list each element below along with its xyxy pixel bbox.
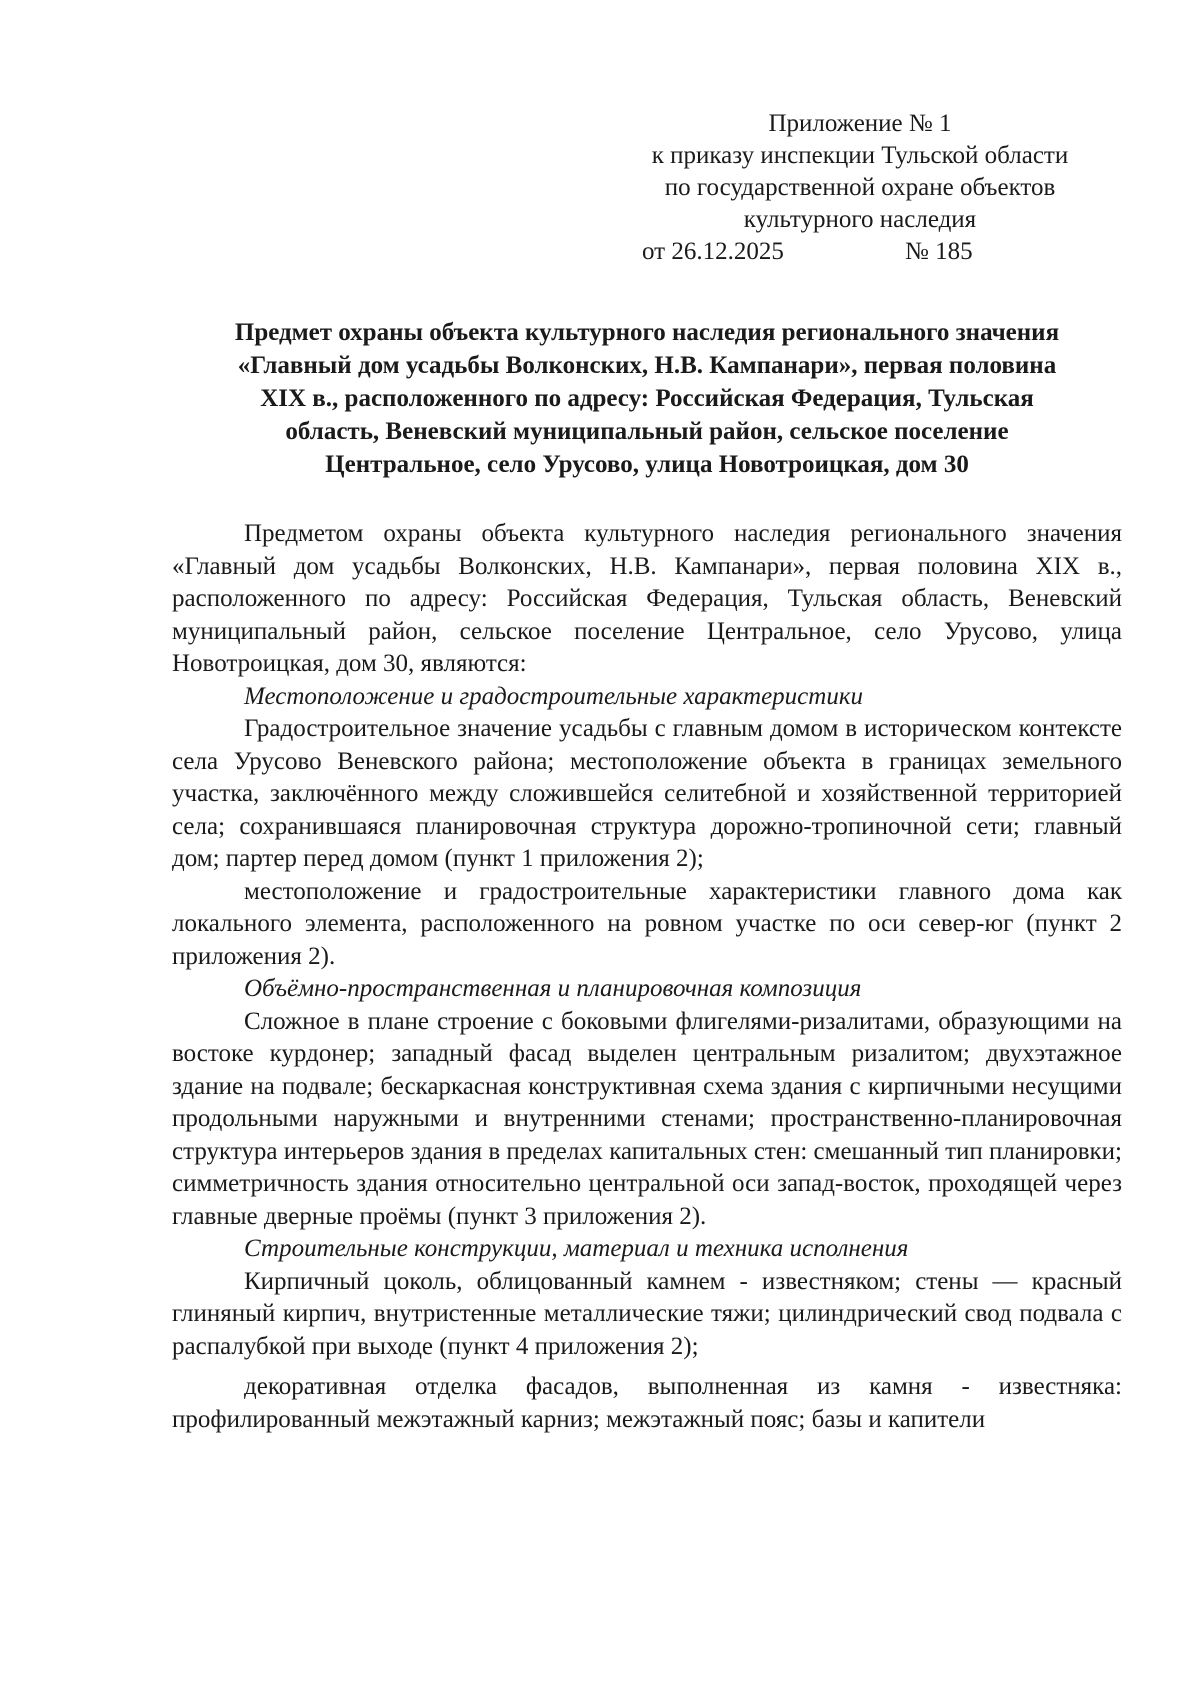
- title-line-4: область, Веневский муниципальный район, сельское поселение: [285, 418, 1009, 445]
- intro-paragraph: Предметом охраны объекта культурного наследия регионального значения «Главный дом усадьбы Волконских, Н.В. Кампанари», первая половина XIX в., расположенного по адресу: Российская Федерация, Тульская область, Веневский муниципальный район, сельское поселение Центральное, село Урусово, улица Новотроицкая, дом 30, являются:: [172, 520, 1122, 677]
- location-paragraph-1: Градостроительное значение усадьбы с главным домом в историческом контексте села Урусово Веневского района; местоположение объекта в границах земельного участка, заключённого между сложившейся селитебной и хозяйственной территорией села; сохранившаяся планировочная структура дорожно-тропиночной сети; главный дом; партер перед домом (пункт 1 приложения 2);: [172, 715, 1122, 872]
- document-title: [168, 316, 1126, 481]
- section-heading-location: Местоположение и градостроительные характеристики: [244, 682, 864, 710]
- title-line-5: Центральное, село Урусово, улица Новотроицкая, дом 30: [325, 451, 969, 478]
- title-line-1: Предмет охраны объекта культурного наследия регионального значения: [234, 319, 1060, 346]
- title-line-3: XIX в., расположенного по адресу: Российская Федерация, Тульская: [260, 385, 1034, 412]
- order-number: № 185: [905, 238, 973, 265]
- section-heading-composition: Объёмно-пространственная и планировочная композиция: [244, 975, 862, 1002]
- appendix-number: Приложение № 1: [768, 110, 952, 137]
- composition-paragraph-1: Сложное в плане строение с боковыми флигелями-ризалитами, образующими на востоке курдонер; западный фасад выделен центральным ризалитом; двухэтажное здание на подвале; бескаркасная конструктивная схема здания с кирпичными несущими продольными наружными и внутренними стенами; пространственно-планировочная структура интерьеров здания в пределах капитальных стен: смешанный тип планировки; симметричность здания относительно центральной оси запад-восток, проходящей через главные дверные проёмы (пункт 3 приложения 2).: [172, 1007, 1122, 1230]
- order-reference-line-2: по государственной охране объектов: [664, 174, 1056, 201]
- order-date-number-line: [600, 236, 1120, 268]
- section-heading-construction: Строительные конструкции, материал и техника исполнения: [244, 1235, 909, 1262]
- title-line-2: «Главный дом усадьбы Волконских, Н.В. Кампанари», первая половина: [237, 352, 1057, 379]
- document-body: [172, 518, 1122, 1436]
- construction-paragraph-1: Кирпичный цоколь, облицованный камнем - известняком; стены — красный глиняный кирпич, внутристенные металлические тяжи; цилиндрический свод подвала с распалубкой при выходе (пункт 4 приложения 2);: [172, 1267, 1122, 1360]
- appendix-header: [600, 108, 1120, 268]
- construction-paragraph-2: декоративная отделка фасадов, выполненная из камня - известняка: профилированный межэтажный карниз; межэтажный пояс; базы и капители: [172, 1373, 1122, 1433]
- order-reference-line-1: к приказу инспекции Тульской области: [651, 142, 1069, 169]
- order-reference-line-3: культурного наследия: [743, 206, 977, 233]
- location-paragraph-2: местоположение и градостроительные характеристики главного дома как локального элемента, расположенного на ровном участке по оси север-юг (пункт 2 приложения 2).: [172, 877, 1122, 970]
- paragraph-gap: [172, 1363, 1122, 1371]
- order-date: от 26.12.2025: [642, 238, 784, 265]
